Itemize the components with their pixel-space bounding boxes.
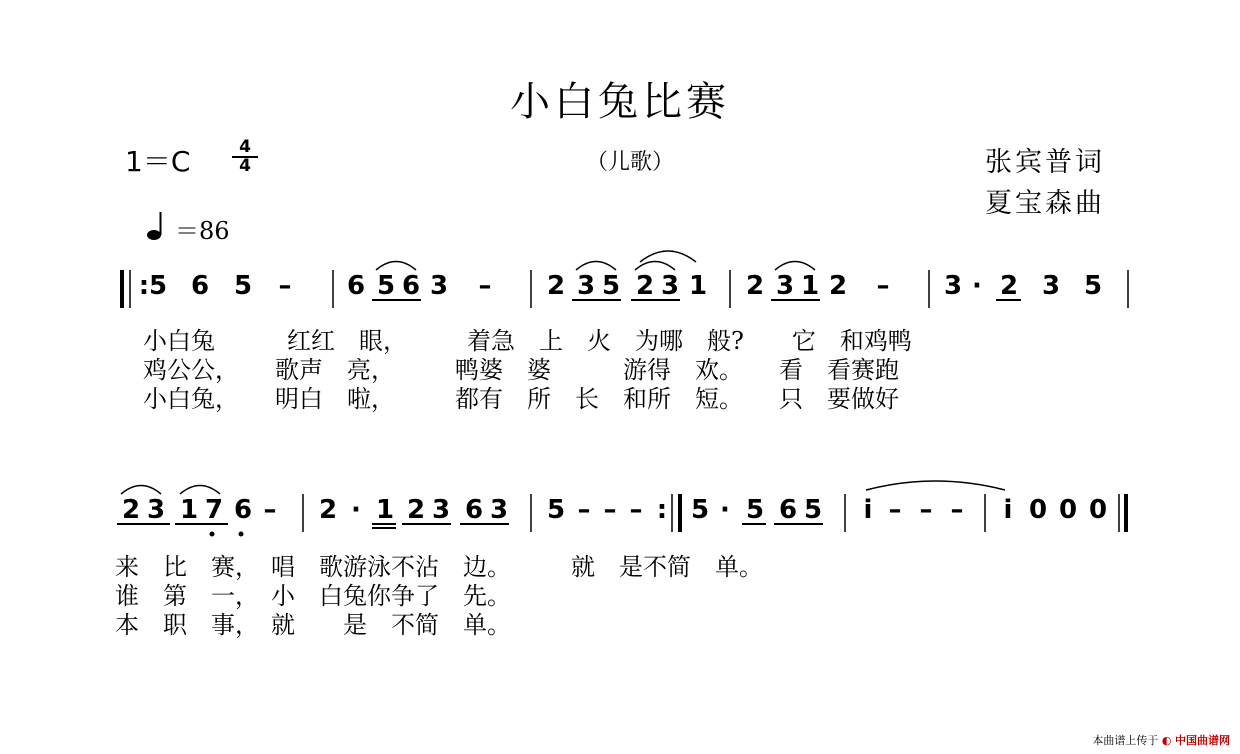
- footer-brand[interactable]: 中国曲谱网: [1175, 734, 1230, 747]
- note: 5: [376, 271, 396, 301]
- note-dash: –: [478, 271, 492, 301]
- note-dash: –: [950, 495, 964, 525]
- dot: ·: [351, 495, 361, 525]
- lyric-line-5: 谁 第 一， 小 白兔你争了 先。: [115, 582, 511, 610]
- note: 3: [775, 271, 795, 301]
- note: 3: [576, 271, 596, 301]
- note: 5: [803, 495, 823, 525]
- note-dash: –: [919, 495, 933, 525]
- note: 2: [999, 271, 1019, 301]
- lyric-line-1: 小白兔 红红 眼， 着急 上 火 为哪 般? 它 和鸡鸭: [143, 327, 912, 355]
- note: 2: [546, 271, 566, 301]
- lyricist-credit: 张宾普词: [985, 147, 1105, 178]
- dot: ·: [720, 495, 730, 525]
- time-signature-top: 4: [239, 137, 251, 157]
- note: 6: [464, 495, 484, 525]
- repeat-sign: :: [656, 495, 668, 525]
- note: 3: [660, 271, 680, 301]
- note: 5: [690, 495, 710, 525]
- note: 2: [745, 271, 765, 301]
- footer-credit: [1092, 732, 1230, 748]
- dot: ·: [972, 271, 982, 301]
- note-dash: –: [577, 495, 591, 525]
- note: 5: [1083, 271, 1103, 301]
- note-dash: –: [603, 495, 617, 525]
- footer-text: 本曲谱上传于: [1092, 734, 1159, 747]
- note-high: i: [863, 495, 873, 525]
- note: 3: [146, 495, 166, 525]
- note: 3: [431, 495, 451, 525]
- note: 5: [233, 271, 253, 301]
- note: 1: [375, 495, 395, 525]
- note: 5: [745, 495, 765, 525]
- song-title: 小白兔比赛: [510, 79, 730, 125]
- note: 2: [635, 271, 655, 301]
- time-signature-bottom: 4: [239, 156, 251, 176]
- key-signature: 1＝C: [125, 145, 191, 178]
- note: 1: [800, 271, 820, 301]
- note: 5: [148, 271, 168, 301]
- note: 3: [429, 271, 449, 301]
- note-dash: –: [263, 495, 277, 525]
- note-dash: –: [876, 271, 890, 301]
- rest: 0: [1058, 495, 1078, 525]
- composer-credit: 夏宝森曲: [985, 188, 1105, 219]
- song-subtitle: （儿歌）: [585, 150, 674, 175]
- lyric-line-3: 小白兔， 明白 啦， 都有 所 长 和所 短。 只 要做好: [143, 385, 899, 413]
- note: 5: [601, 271, 621, 301]
- note: 2: [318, 495, 338, 525]
- note: 1: [688, 271, 708, 301]
- note: 3: [489, 495, 509, 525]
- note: 5: [546, 495, 566, 525]
- note-dash: –: [278, 271, 292, 301]
- note: 6: [346, 271, 366, 301]
- tempo-marking: ＝86: [175, 217, 230, 245]
- note: 2: [828, 271, 848, 301]
- repeat-sign: :: [138, 271, 150, 301]
- lyric-line-4: 来 比 赛， 唱 歌游泳不沾 边。 就 是不简 单。: [115, 553, 763, 581]
- note: 2: [121, 495, 141, 525]
- note: 6: [401, 271, 421, 301]
- note: 2: [406, 495, 426, 525]
- note-high: i: [1003, 495, 1013, 525]
- note: 6: [190, 271, 210, 301]
- note-dash: –: [888, 495, 902, 525]
- note-dash: –: [629, 495, 643, 525]
- note: 6: [233, 495, 253, 525]
- note: 7: [204, 495, 224, 525]
- lyric-line-2: 鸡公公， 歌声 亮， 鸭婆 婆 游得 欢。 看 看赛跑: [143, 356, 899, 384]
- note: 3: [943, 271, 963, 301]
- rest: 0: [1088, 495, 1108, 525]
- lyric-line-6: 本 职 事， 就 是 不简 单。: [115, 611, 511, 639]
- rest: 0: [1028, 495, 1048, 525]
- note: 3: [1041, 271, 1061, 301]
- note: 1: [179, 495, 199, 525]
- note: 6: [778, 495, 798, 525]
- footer-logo-icon: ◐: [1161, 734, 1172, 747]
